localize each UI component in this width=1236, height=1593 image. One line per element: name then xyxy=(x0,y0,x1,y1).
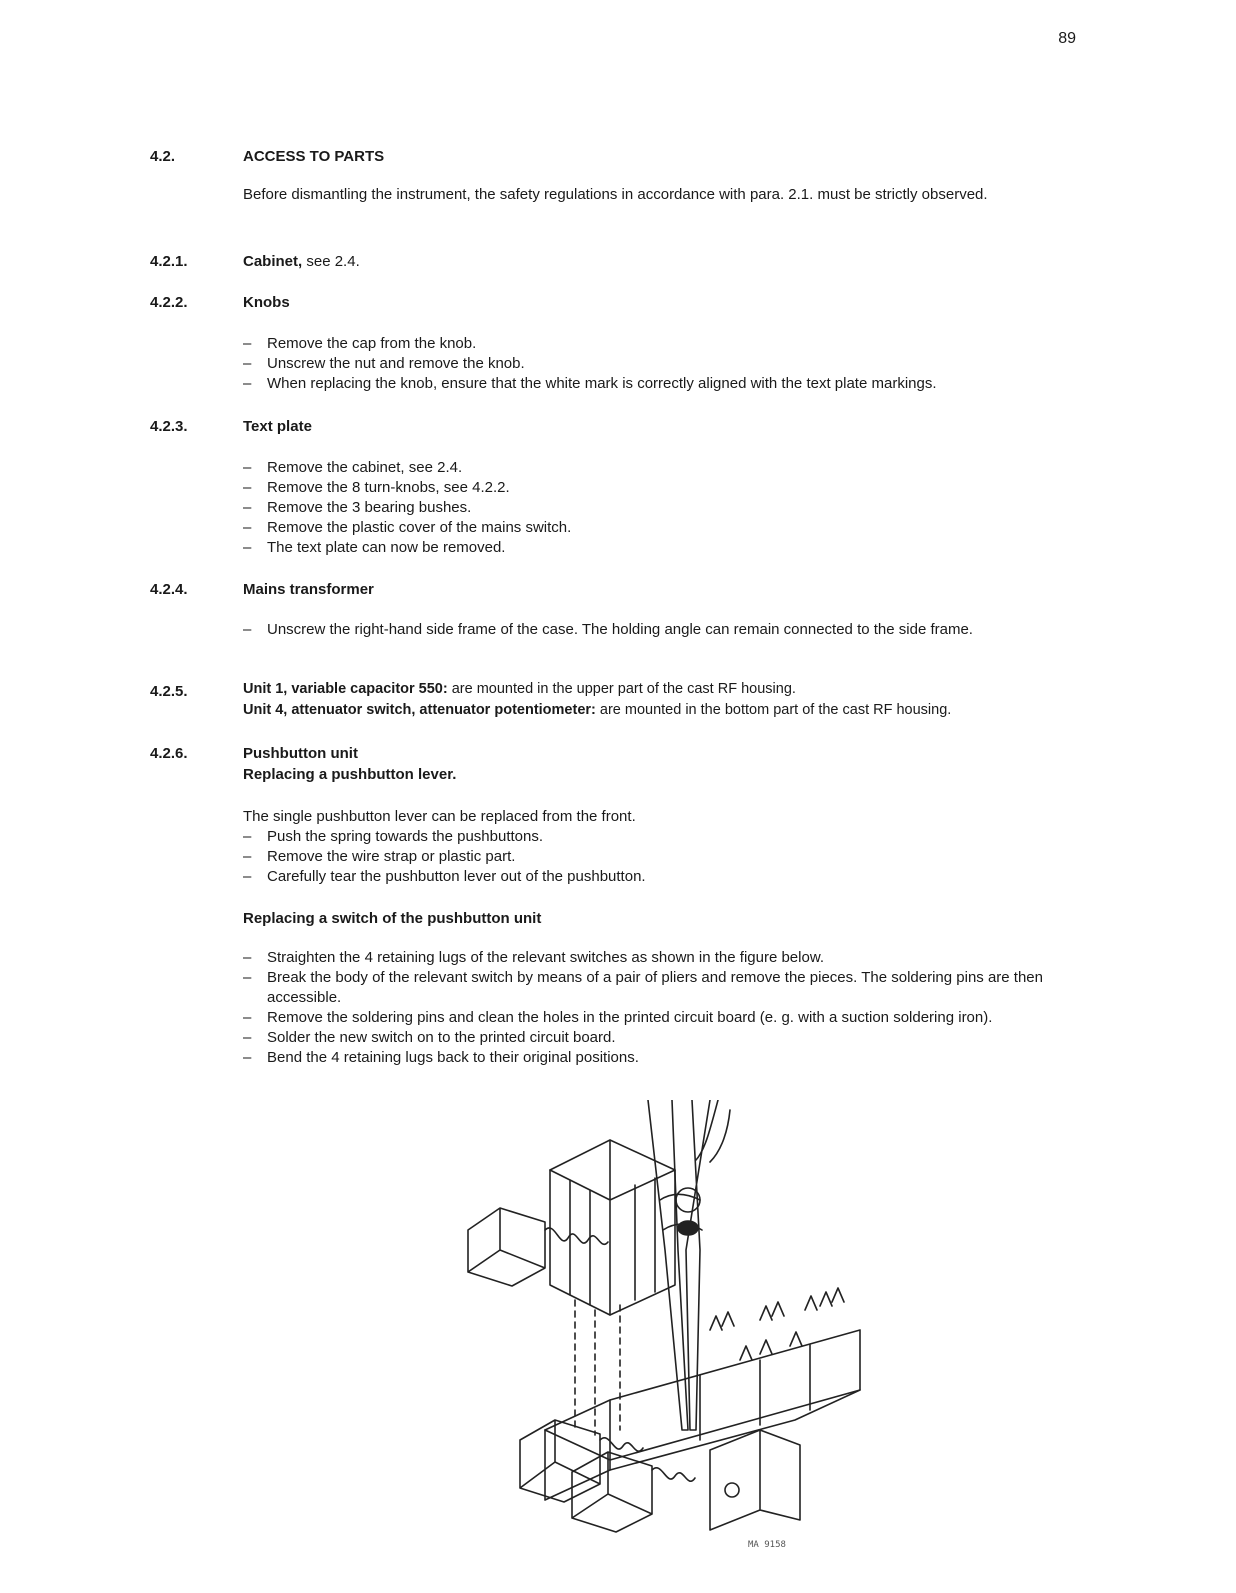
switch-row-board xyxy=(545,1330,860,1500)
pushbutton-unit-figure xyxy=(460,1100,880,1540)
subsection-number-423: 4.2.3. xyxy=(150,418,188,435)
transformer-steps xyxy=(243,618,1053,641)
list-item: – Remove the 3 bearing bushes. xyxy=(243,498,1053,518)
unit1-line xyxy=(243,679,1053,700)
list-item: – Push the spring towards the pushbuttons. xyxy=(243,827,1053,847)
figure-code: MA 9158 xyxy=(748,1540,786,1550)
list-item: – Remove the soldering pins and clean the holes in the printed circuit board (e. g. with a suction soldering iron). xyxy=(243,1008,1053,1028)
list-item: – When replacing the knob, ensure that the white mark is correctly aligned with the text plate markings. xyxy=(243,374,1053,394)
cabinet-label: Cabinet, xyxy=(243,253,303,270)
list-item: – Bend the 4 retaining lugs back to their original positions. xyxy=(243,1048,1053,1068)
upper-spring xyxy=(545,1228,608,1244)
lever-steps xyxy=(243,827,1053,887)
list-item: – Solder the new switch on to the printed circuit board. xyxy=(243,1028,1053,1048)
list-item: – Unscrew the right-hand side frame of the case. The holding angle can remain connected to the side frame. xyxy=(243,618,1053,641)
section-number: 4.2. xyxy=(150,148,176,165)
list-item: – Remove the 8 turn-knobs, see 4.2.2. xyxy=(243,478,1053,498)
subsection-number-425: 4.2.5. xyxy=(150,683,188,700)
lever-intro: The single pushbutton lever can be replaced from the front. xyxy=(243,808,636,825)
page-number: 89 xyxy=(1058,30,1076,47)
subsection-number-424: 4.2.4. xyxy=(150,581,188,598)
unit4-line xyxy=(243,700,1053,721)
unit1-text: are mounted in the upper part of the cast RF housing. xyxy=(451,681,796,697)
base-bracket xyxy=(710,1430,800,1530)
list-item: – Remove the cabinet, see 2.4. xyxy=(243,458,1053,478)
subsection-title-424: Mains transformer xyxy=(243,581,374,598)
list-item: – Remove the cap from the knob. xyxy=(243,334,1053,354)
list-item: – Remove the wire strap or plastic part. xyxy=(243,847,1053,867)
lower-spring-left xyxy=(600,1438,643,1451)
subsection-title-422: Knobs xyxy=(243,294,290,311)
subsection-number-426: 4.2.6. xyxy=(150,745,188,762)
lower-pushbutton-knob-left xyxy=(520,1420,600,1502)
subsection-number-422: 4.2.2. xyxy=(150,294,188,311)
list-item: – Unscrew the nut and remove the knob. xyxy=(243,354,1053,374)
list-item: – The text plate can now be removed. xyxy=(243,538,1053,558)
unit4-label: Unit 4, attenuator switch, attenuator potentiometer: xyxy=(243,702,596,718)
knobs-steps xyxy=(243,334,1053,394)
subsection-number-421: 4.2.1. xyxy=(150,253,188,270)
lower-spring-right xyxy=(652,1468,695,1481)
switch-title: Replacing a switch of the pushbutton unit xyxy=(243,910,542,927)
list-item: – Carefully tear the pushbutton lever out of the pushbutton. xyxy=(243,867,1053,887)
units-location xyxy=(243,679,1053,721)
section-intro: Before dismantling the instrument, the safety regulations in accordance with para. 2.1. must be strictly observed. xyxy=(243,186,988,203)
subsection-title-423: Text plate xyxy=(243,418,312,435)
switch-steps xyxy=(243,948,1053,1068)
soldering-pins xyxy=(710,1288,844,1360)
list-item: – Straighten the 4 retaining lugs of the relevant switches as shown in the figure below. xyxy=(243,948,1053,968)
cabinet-ref: see 2.4. xyxy=(306,253,360,270)
subsection-subtitle-426: Replacing a pushbutton lever. xyxy=(243,766,457,783)
subsection-title-421 xyxy=(243,253,360,270)
subsection-title-426: Pushbutton unit xyxy=(243,745,358,762)
upper-pushbutton-knob xyxy=(468,1208,545,1286)
list-item: – Break the body of the relevant switch by means of a pair of pliers and remove the pieces. The soldering pins are then accessible. xyxy=(243,968,1053,1008)
section-title: ACCESS TO PARTS xyxy=(243,148,385,165)
list-item: – Remove the plastic cover of the mains switch. xyxy=(243,518,1053,538)
text-plate-steps xyxy=(243,458,1053,558)
unit1-label: Unit 1, variable capacitor 550: xyxy=(243,681,448,697)
unit4-text: are mounted in the bottom part of the cast RF housing. xyxy=(599,702,952,718)
